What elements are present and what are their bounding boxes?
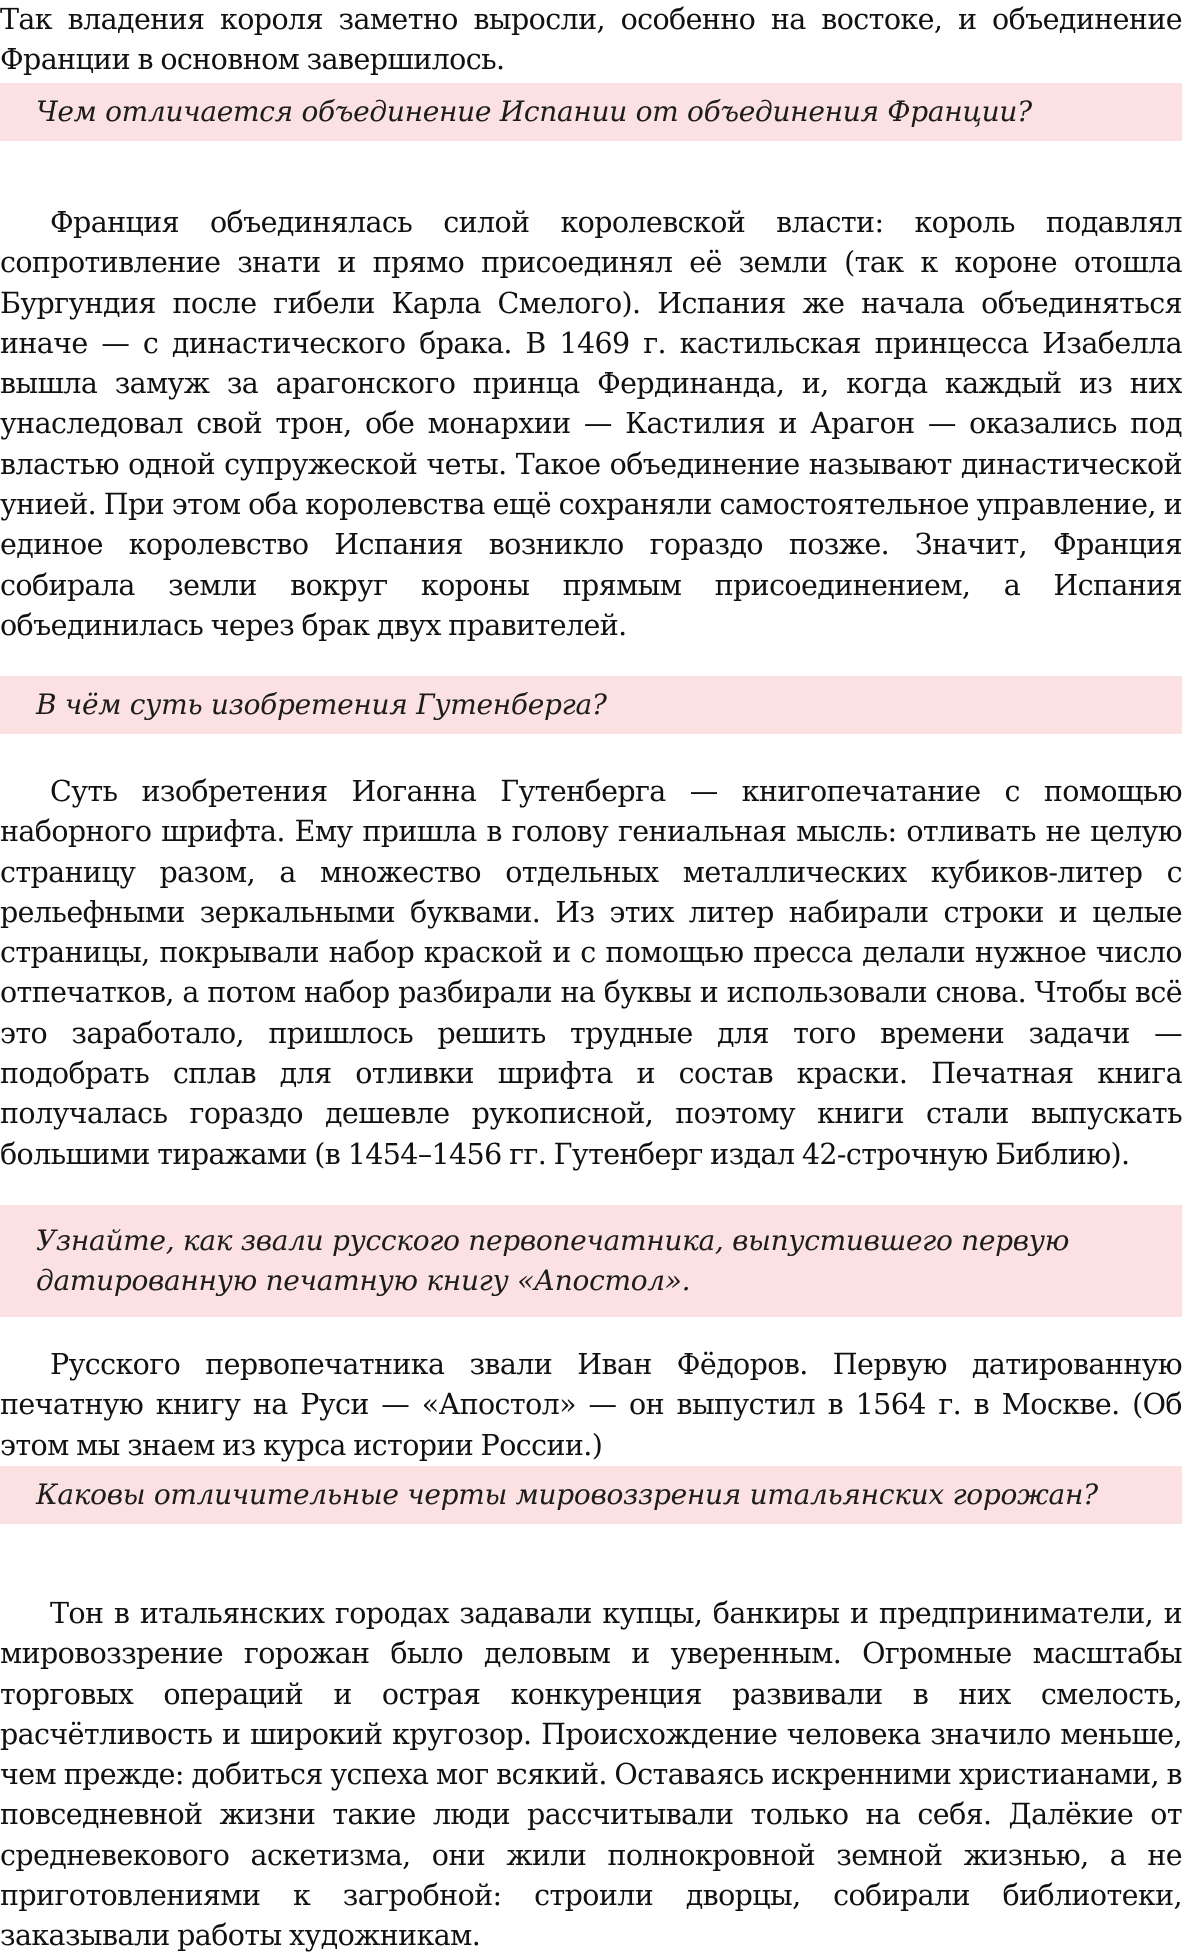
question-text: Узнайте, как звали русского первопечатника, выпустившего первую датированную печатную книгу «Апостол». (36, 1224, 1070, 1297)
answer-italian-townspeople: Тон в итальянских городах задавали купцы, банкиры и предприниматели, и мировоззрение горожан было деловым и уверенным. Огромные масштабы торговых операций и острая конкуренция развивали в них смелость, расчётливость и широкий кругозор. Происхождение человека значило меньше, чем прежде: добиться успеха мог всякий. Оставаясь искренними христианами, в повседневной жизни такие люди рассчитывали только на себя. Далёкие от средневекового аскетизма, они жили полнокровной земной жизнью, а не приготовлениями к загробной: строили дворцы, собирали библиотеки, заказывали работы художникам. (0, 1597, 1182, 1953)
question-italian-townspeople (0, 1466, 1182, 1524)
paragraph-france-unification-end: Так владения короля заметно выросли, особенно на востоке, и объединение Франции в основном завершилось. (0, 3, 1182, 77)
question-gutenberg (0, 676, 1182, 734)
question-text: Чем отличается объединение Испании от объединения Франции? (36, 95, 1032, 128)
question-text: В чём суть изобретения Гутенберга? (36, 688, 607, 721)
answer-gutenberg: Суть изобретения Иоганна Гутенберга — книгопечатание с помощью наборного шрифта. Ему пришла в голову гениальная мысль: отливать не целую страницу разом, а множество отдельных металлических кубиков-литер с рельефными зеркальными буквами. Из этих литер набирали строки и целые страницы, покрывали набор краской и с помощью пресса делали нужное число отпечатков, а потом набор разбирали на буквы и использовали снова. Чтобы всё это заработало, пришлось решить трудные для того времени задачи — подобрать сплав для отливки шрифта и состав краски. Печатная книга получалась гораздо дешевле рукописной, поэтому книги стали выпускать большими тиражами (в 1454–1456 гг. Гутенберг издал 42-строчную Библию). (0, 775, 1182, 1171)
question-text: Каковы отличительные черты мировоззрения итальянских горожан? (36, 1478, 1098, 1511)
answer-spain-vs-france: Франция объединялась силой королевской власти: король подавлял сопротивление знати и прямо присоединял её земли (так к короне отошла Бургундия после гибели Карла Смелого). Испания же начала объединяться иначе — с династического брака. В 1469 г. кастильская принцесса Изабелла вышла замуж за арагонского принца Фердинанда, и, когда каждый из них унаследовал свой трон, обе монархии — Кастилия и Арагон — оказались под властью одной супружеской четы. Такое объединение называют династической унией. При этом оба королевства ещё сохраняли самостоятельное управление, и единое королевство Испания возникло гораздо позже. Значит, Франция собирала земли вокруг короны прямым присоединением, а Испания объединилась через брак двух правителей. (0, 206, 1182, 642)
question-first-printer (0, 1205, 1182, 1317)
question-spain-vs-france (0, 83, 1182, 141)
answer-first-printer: Русского первопечатника звали Иван Фёдоров. Первую датированную печатную книгу на Руси — «Апостол» — он выпустил в 1564 г. в Москве. (Об этом мы знаем из курса истории России.) (0, 1348, 1182, 1462)
